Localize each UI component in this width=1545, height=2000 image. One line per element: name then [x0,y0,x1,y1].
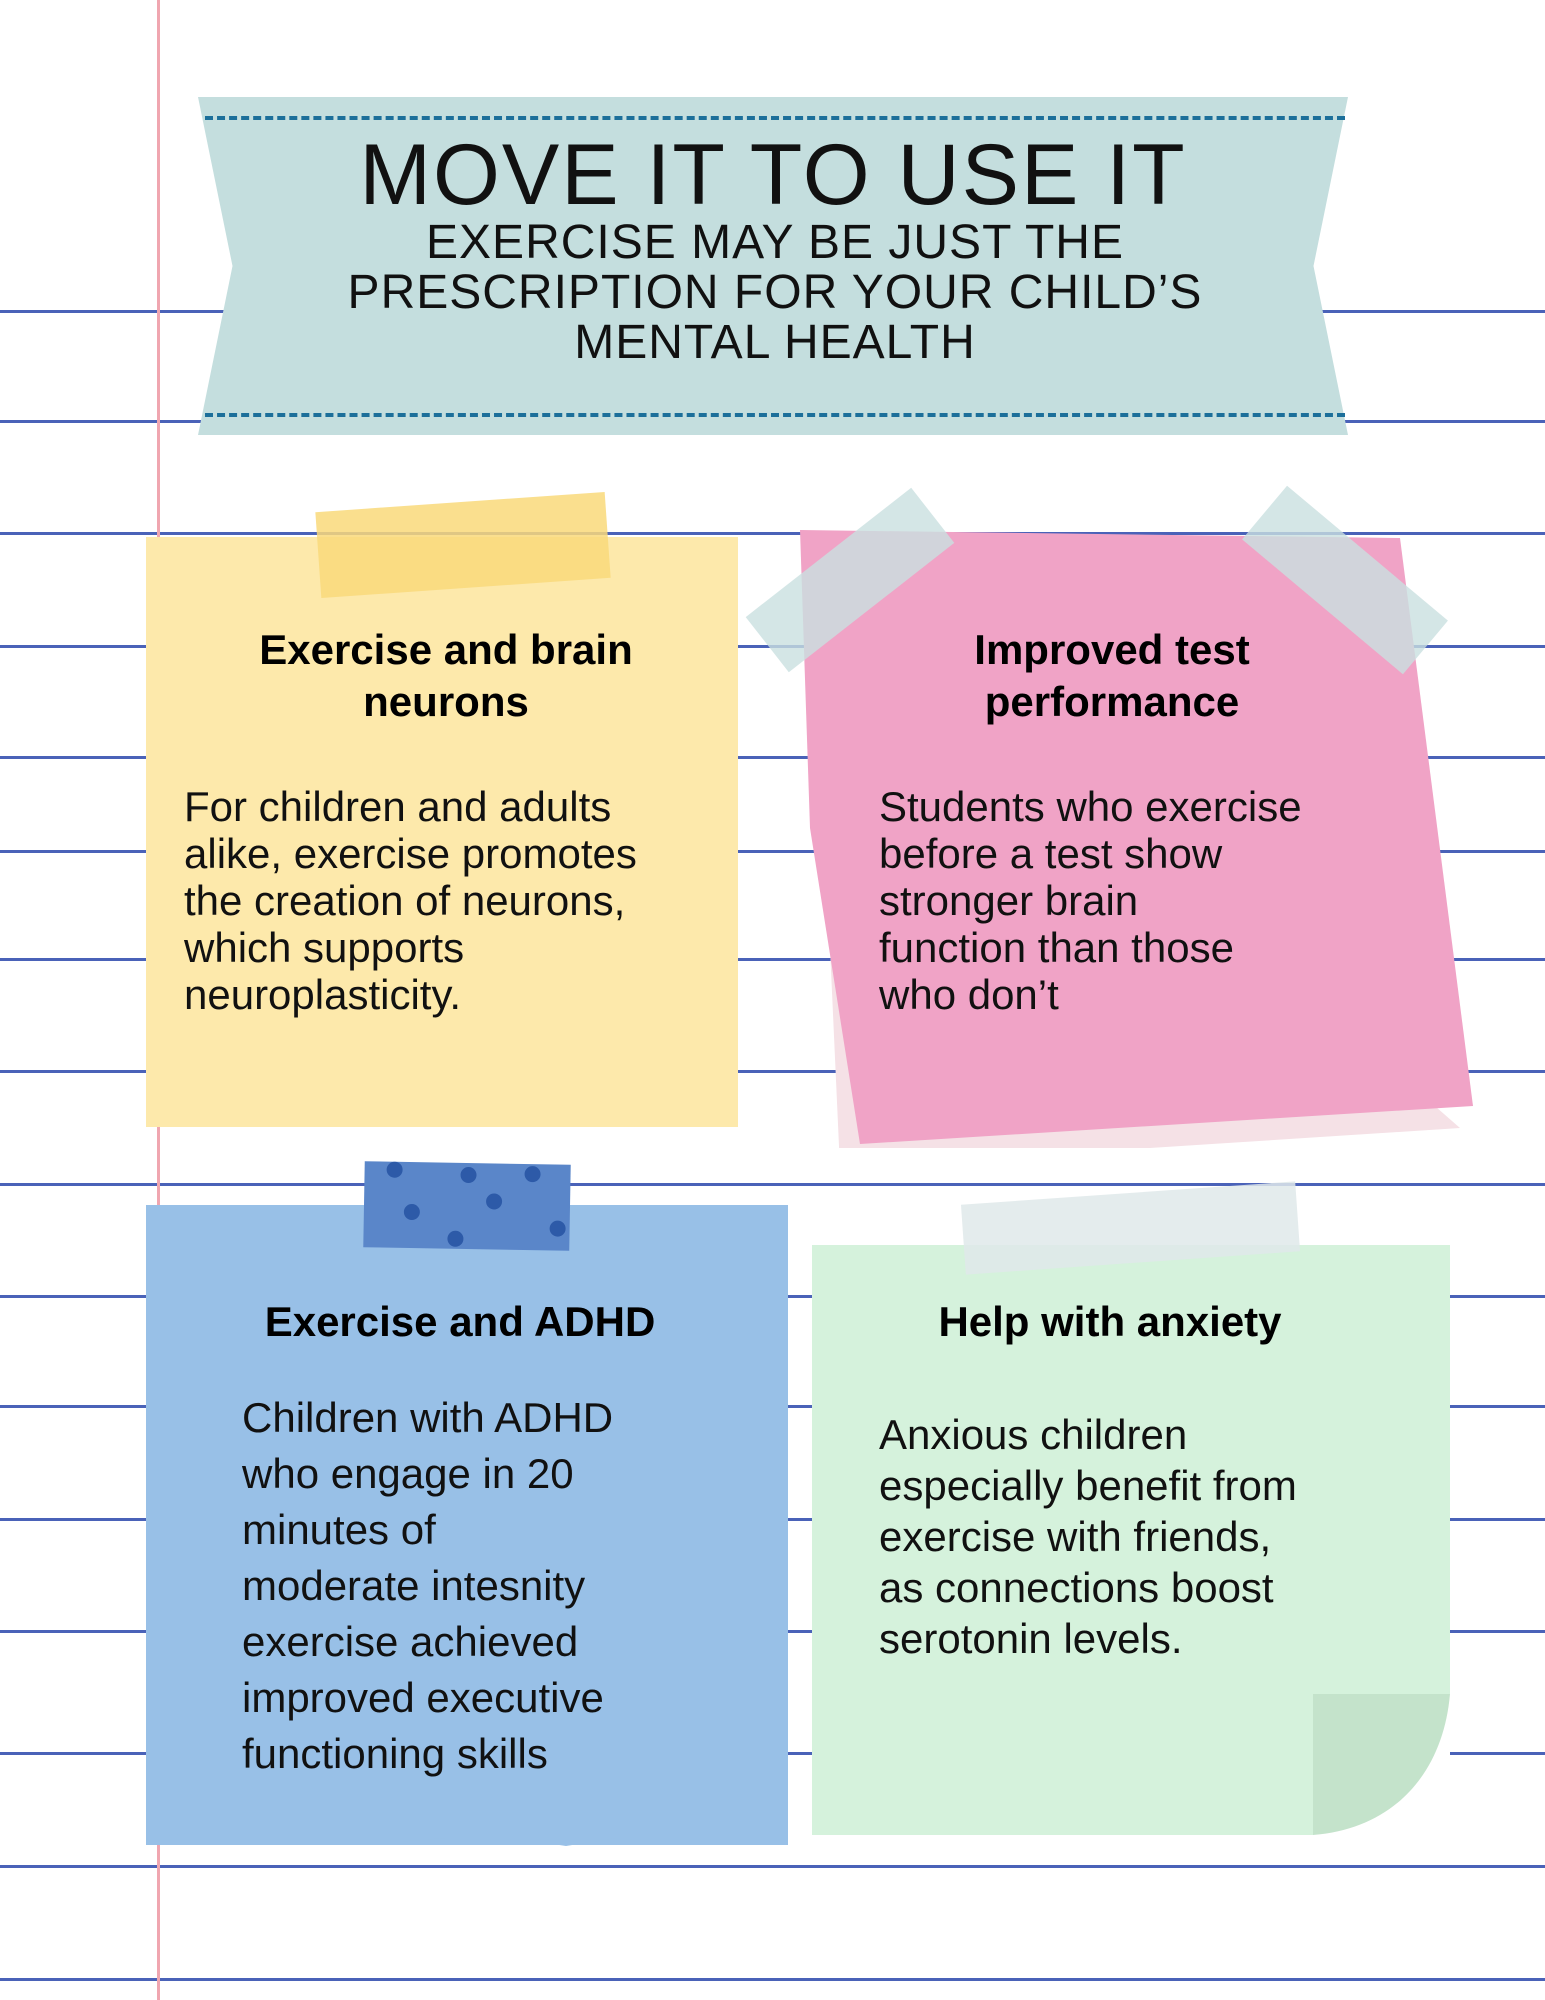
note-body-line: which supports [184,924,465,971]
banner-dash-top [205,116,1345,120]
note-body [879,1409,1419,1664]
note-body-line: Students who exercise [879,783,1302,830]
page-title: MOVE IT TO USE IT [359,127,1187,223]
note-body-line: exercise with friends, [879,1513,1272,1560]
tape-dot [486,1193,502,1209]
note-body-line: functioning skills [242,1730,548,1777]
note-body-line: Children with ADHD [242,1394,614,1441]
note-body-line: exercise achieved [242,1618,579,1665]
note-body [242,1390,782,1782]
ruled-line [0,1865,1545,1868]
note-body-line: stronger brain [879,877,1139,924]
note-title-line: performance [984,678,1240,725]
note-body-line: alike, exercise promotes [184,830,637,877]
note-body-line: For children and adults [184,783,612,830]
note-body-line: Anxious children [879,1411,1188,1458]
page-subtitle [260,218,1290,368]
note-title [180,1296,740,1348]
note-body-line: function than those [879,924,1234,971]
note-body-line: neuroplasticity. [184,971,462,1018]
note-body-line: before a test show [879,830,1223,877]
page-curl [1313,1694,1450,1835]
note-body-line: the creation of neurons, [184,877,626,924]
note-title-line: Help with anxiety [938,1298,1282,1345]
tape-dot [447,1231,463,1247]
note-title [832,624,1392,728]
tape [363,1161,570,1251]
tape-dot [549,1220,565,1236]
tape-dot [460,1167,476,1183]
note-title-line: neurons [363,678,529,725]
subtitle-line: EXERCISE MAY BE JUST THE [426,216,1124,269]
note-body-line: moderate intesnity [242,1562,586,1609]
ruled-line [0,1183,1545,1186]
note-title-line: Exercise and brain [259,626,633,673]
note-body-line: as connections boost [879,1564,1274,1611]
tape-dot [386,1162,402,1178]
note-title [166,624,726,728]
note-body [879,783,1399,1018]
banner-dash-bottom [205,413,1345,417]
note-body-line: especially benefit from [879,1462,1297,1509]
subtitle-line: MENTAL HEALTH [574,316,976,369]
note-title-line: Improved test [974,626,1250,673]
subtitle-line: PRESCRIPTION FOR YOUR CHILD’S [347,266,1203,319]
note-body [184,783,744,1018]
tape-dot [524,1166,540,1182]
note-body-line: who engage in 20 [242,1450,574,1497]
note-title-line: Exercise and ADHD [264,1298,656,1345]
tape-dot [404,1204,420,1220]
torn-edge [146,1800,788,1850]
note-body-line: minutes of [242,1506,436,1553]
note-body-line: improved executive [242,1674,604,1721]
ruled-line [0,1978,1545,1981]
note-body-line: who don’t [879,971,1059,1018]
note-title [830,1296,1390,1348]
note-body-line: serotonin levels. [879,1615,1183,1662]
